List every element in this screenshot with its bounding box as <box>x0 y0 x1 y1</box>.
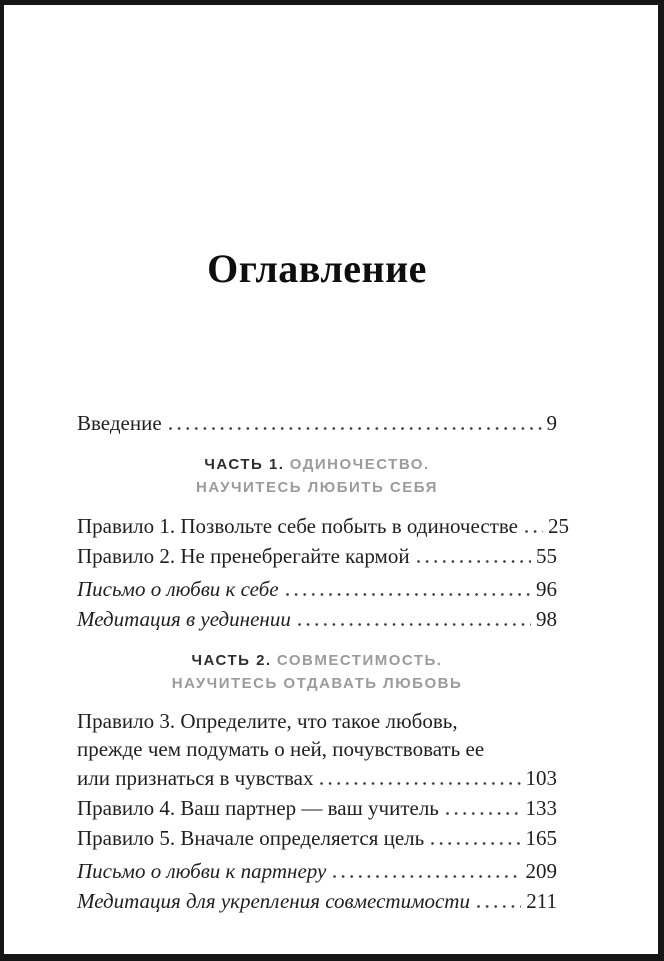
part-heading-line-1 <box>77 453 557 476</box>
part-number: ЧАСТЬ 1. <box>204 456 285 473</box>
toc-page-number: 211 <box>526 889 557 913</box>
toc-entry-line: Правило 3. Определите, что такое любовь, <box>77 709 458 733</box>
dot-leader <box>477 904 521 908</box>
toc-page-number: 103 <box>525 766 557 790</box>
part-2-heading <box>77 649 557 695</box>
dot-leader <box>431 841 520 845</box>
dot-leader <box>525 529 543 533</box>
dot-leader <box>169 426 542 430</box>
toc-entry-label: или признаться в чувствах <box>77 766 314 790</box>
toc-entry-rule-2 <box>77 541 557 571</box>
dot-leader <box>298 622 531 626</box>
toc-entry-line: прежде чем подумать о ней, почувствовать ее <box>77 737 485 761</box>
dot-leader <box>417 559 531 563</box>
toc-entry-meditation <box>77 886 557 916</box>
part-number: ЧАСТЬ 2. <box>191 652 272 669</box>
toc-entry-rule-4 <box>77 793 557 823</box>
dot-leader <box>333 874 520 878</box>
part-heading-line-1 <box>77 649 557 672</box>
toc-page-number: 98 <box>536 607 557 631</box>
toc-entry-label: Письмо о любви к партнеру <box>77 859 327 883</box>
dot-leader <box>286 592 531 596</box>
dot-leader <box>446 811 521 815</box>
toc-entry-rule-1 <box>77 511 569 541</box>
part-title: СОВМЕСТИМОСТЬ. <box>276 652 443 669</box>
part-title: ОДИНОЧЕСТВО. <box>289 456 430 473</box>
toc-entry-label: Медитация в уединении <box>77 607 291 631</box>
toc-entry-label: Правило 4. Ваш партнер — ваш учитель <box>77 796 439 820</box>
toc-page-number: 9 <box>546 411 557 435</box>
part-subtitle: НАУЧИТЕСЬ ОТДАВАТЬ ЛЮБОВЬ <box>171 675 463 692</box>
page-content <box>77 245 569 916</box>
toc-page-number: 165 <box>525 826 557 850</box>
part-1-heading <box>77 453 557 499</box>
toc-page-number: 25 <box>547 514 569 538</box>
toc-entry-label: Правило 1. Позвольте себе побыть в одиночестве <box>77 514 518 538</box>
toc-page-number: 209 <box>525 859 557 883</box>
toc-entry-label: Медитация для укрепления совместимости <box>77 889 470 913</box>
toc-entry-label: Правило 5. Вначале определяется цель <box>77 826 425 850</box>
toc-entry-last-line <box>77 763 557 793</box>
part-2-rules <box>77 707 557 853</box>
page-title: Оглавление <box>207 246 427 291</box>
toc-entry-label: Введение <box>77 411 162 435</box>
book-page <box>4 5 658 954</box>
part-1-extras <box>77 574 557 634</box>
toc-entry-letter <box>77 856 557 886</box>
toc-page-number: 55 <box>536 544 557 568</box>
dot-leader <box>320 781 520 785</box>
toc-entry-label: Правило 2. Не пренебрегайте кармой <box>77 544 410 568</box>
part-1-rules <box>77 511 569 571</box>
toc-entry-rule-5 <box>77 823 557 853</box>
toc-entry-letter <box>77 574 557 604</box>
toc-entry-label: Письмо о любви к себе <box>77 577 279 601</box>
part-subtitle: НАУЧИТЕСЬ ЛЮБИТЬ СЕБЯ <box>196 479 438 496</box>
toc-entry-introduction <box>77 408 557 438</box>
toc-page-number: 96 <box>536 577 557 601</box>
table-of-contents <box>77 408 569 916</box>
toc-page-number: 133 <box>525 796 557 820</box>
toc-entry-rule-3 <box>77 707 557 793</box>
toc-entry-meditation <box>77 604 557 634</box>
part-2-extras <box>77 856 557 916</box>
